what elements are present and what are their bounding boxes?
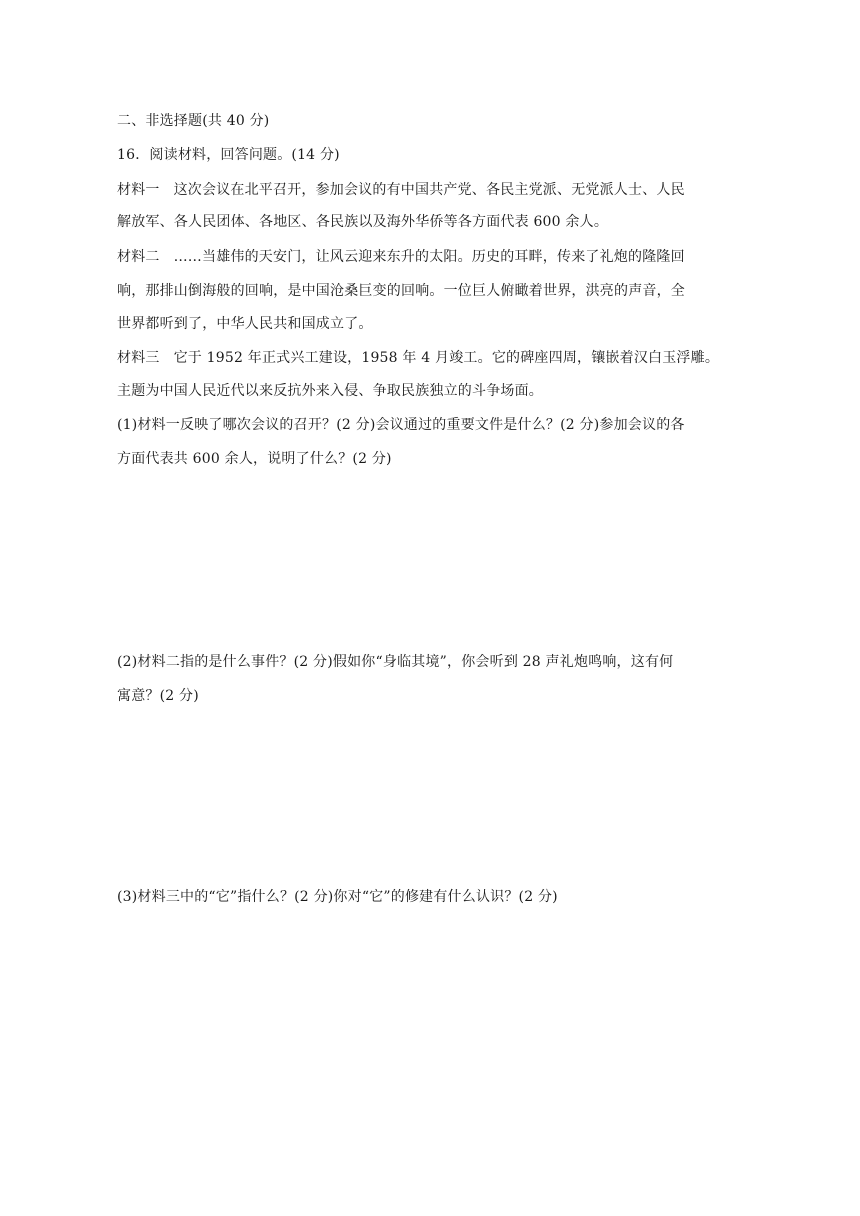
section-heading: 二、非选择题(共 40 分) — [117, 113, 270, 129]
subquestion-1-line-2: 方面代表共 600 余人，说明了什么？(2 分) — [117, 451, 392, 467]
material-2-text-1: ……当雄伟的天安门，让风云迎来东升的太阳。历史的耳畔，传来了礼炮的隆隆回 — [173, 249, 685, 265]
material-2-line-2: 响，那排山倒海般的回响，是中国沧桑巨变的回响。一位巨人俯瞰着世界，洪亮的声音，全 — [117, 283, 685, 299]
material-1-text-1: 这次会议在北平召开，参加会议的有中国共产党、各民主党派、无党派人士、人民 — [173, 182, 685, 198]
subquestion-1-line-1: (1)材料一反映了哪次会议的召开？(2 分)会议通过的重要文件是什么？(2 分)参加会议的各 — [117, 417, 685, 433]
material-1-line-2: 解放军、各人民团体、各地区、各民族以及海外华侨等各方面代表 600 余人。 — [117, 214, 609, 230]
material-3-label: 材料三 — [117, 350, 160, 366]
material-3-line-1 — [117, 348, 747, 368]
material-1-label: 材料一 — [117, 182, 160, 198]
subquestion-2-line-1: (2)材料二指的是什么事件？(2 分)假如你“身临其境”，你会听到 28 声礼炮鸣响，这有何 — [117, 654, 674, 670]
question-title: 16．阅读材料，回答问题。(14 分) — [117, 147, 340, 163]
subquestion-2-line-2: 寓意？(2 分) — [117, 688, 199, 704]
material-2-line-1 — [117, 247, 747, 267]
material-3-text-1: 它于 1952 年正式兴工建设，1958 年 4 月竣工。它的碑座四周，镶嵌着汉白玉浮雕。 — [173, 350, 720, 366]
material-1-line-1 — [117, 180, 747, 200]
material-3-line-2: 主题为中国人民近代以来反抗外来入侵、争取民族独立的斗争场面。 — [117, 383, 543, 399]
material-2-label: 材料二 — [117, 249, 160, 265]
subquestion-3-line-1: (3)材料三中的“它”指什么？(2 分)你对“它”的修建有什么认识？(2 分) — [117, 889, 558, 905]
material-2-line-3: 世界都听到了，中华人民共和国成立了。 — [117, 316, 373, 332]
